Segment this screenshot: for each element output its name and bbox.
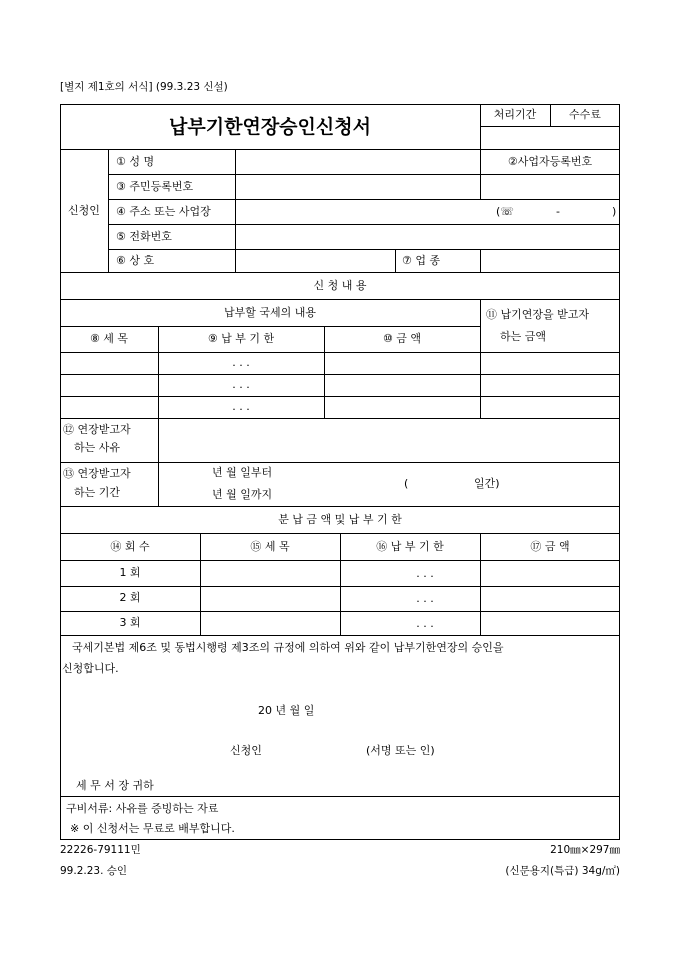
divider bbox=[108, 224, 620, 225]
divider bbox=[60, 299, 620, 300]
reason-label-line1: ⑫ 연장받고자 bbox=[63, 423, 131, 436]
form-code: 22226-79111민 bbox=[60, 844, 141, 856]
date-dots: . . . bbox=[232, 378, 250, 391]
ext-amount-line1: ⑪ 납기연장을 받고자 bbox=[486, 308, 590, 321]
round-label: 2 회 bbox=[119, 591, 141, 604]
form-reference: [별지 제1호의 서식] (99.3.23 신설) bbox=[60, 81, 228, 93]
name-label: ① 성 명 bbox=[116, 155, 155, 168]
col-item: ⑮ 세 목 bbox=[250, 540, 290, 553]
round-label: 3 회 bbox=[119, 616, 141, 629]
days-open: ( bbox=[404, 477, 409, 490]
col-due: ⑯ 납 부 기 한 bbox=[376, 540, 444, 553]
col-round: ⑭ 회 수 bbox=[110, 540, 150, 553]
address-label: ④ 주소 또는 사업장 bbox=[116, 205, 211, 218]
date-dots: . . . bbox=[416, 567, 434, 580]
attachments-docs: 구비서류: 사유를 증빙하는 자료 bbox=[66, 802, 219, 815]
divider bbox=[60, 352, 620, 353]
divider bbox=[235, 149, 236, 199]
tax-heading: 납부할 국세의 내용 bbox=[223, 306, 316, 319]
statement-line2: 신청합니다. bbox=[62, 662, 119, 675]
divider bbox=[60, 326, 480, 327]
divider bbox=[60, 396, 620, 397]
business-type-label: ⑦ 업 종 bbox=[402, 254, 441, 267]
days-close: 일간) bbox=[474, 477, 500, 490]
content-heading: 신 청 내 용 bbox=[313, 279, 367, 292]
date-dots: . . . bbox=[232, 400, 250, 413]
period-from: 년 월 일부터 bbox=[212, 466, 273, 479]
statement-line1: 국세기본법 제6조 및 동법시행령 제3조의 규정에 의하여 위와 같이 납부기한연장의 승인을 bbox=[72, 641, 504, 654]
form-title: 납부기한연장승인신청서 bbox=[169, 116, 371, 138]
paper-type: (신문용지(특급) 34g/㎡) bbox=[505, 865, 620, 877]
phone-close: ) bbox=[612, 205, 617, 218]
divider bbox=[480, 249, 481, 272]
trade-name-label: ⑥ 상 호 bbox=[116, 254, 155, 267]
period-label-line1: ⑬ 연장받고자 bbox=[63, 467, 131, 480]
sign-note: (서명 또는 인) bbox=[366, 744, 435, 757]
divider bbox=[108, 249, 620, 250]
phone-label: ⑤ 전화번호 bbox=[116, 230, 172, 243]
divider bbox=[480, 299, 481, 418]
paper-size: 210㎜×297㎜ bbox=[550, 844, 620, 856]
date-dots: . . . bbox=[416, 592, 434, 605]
divider bbox=[480, 126, 620, 127]
round-label: 1 회 bbox=[119, 566, 141, 579]
period-label-line2: 하는 기간 bbox=[74, 486, 121, 499]
divider bbox=[395, 249, 396, 272]
fee-label: 수수료 bbox=[569, 108, 601, 121]
divider bbox=[60, 374, 620, 375]
col-tax-item: ⑧ 세 목 bbox=[89, 332, 129, 345]
col-installment-amount: ⑰ 금 액 bbox=[530, 540, 570, 553]
business-reg-label: ②사업자등록번호 bbox=[507, 155, 593, 168]
divider bbox=[60, 418, 620, 419]
processing-period-label: 처리기간 bbox=[493, 108, 537, 121]
col-due-date: ⑨ 납 부 기 한 bbox=[207, 332, 275, 345]
divider bbox=[60, 149, 620, 150]
divider bbox=[108, 174, 620, 175]
recipient: 세 무 서 장 귀하 bbox=[76, 779, 154, 792]
divider bbox=[60, 506, 620, 507]
installments-heading: 분 납 금 액 및 납 부 기 한 bbox=[278, 513, 402, 526]
date-dots: . . . bbox=[232, 356, 250, 369]
phone-dash: - bbox=[556, 205, 560, 218]
approval-date: 99.2.23. 승인 bbox=[60, 865, 128, 877]
applicant-label: 신청인 bbox=[68, 204, 100, 217]
divider bbox=[60, 462, 620, 463]
divider bbox=[158, 326, 159, 506]
divider bbox=[108, 199, 620, 200]
divider bbox=[60, 272, 620, 273]
period-to: 년 월 일까지 bbox=[212, 488, 273, 501]
divider bbox=[235, 199, 236, 272]
statement-date: 20 년 월 일 bbox=[258, 704, 315, 717]
divider bbox=[60, 796, 620, 797]
resident-no-label: ③ 주민등록번호 bbox=[116, 180, 194, 193]
free-notice: ※ 이 신청서는 무료로 배부합니다. bbox=[70, 822, 235, 835]
divider bbox=[108, 149, 109, 272]
col-amount: ⑩ 금 액 bbox=[382, 332, 422, 345]
phone-open: (☏ bbox=[496, 205, 515, 218]
date-dots: . . . bbox=[416, 617, 434, 630]
divider bbox=[60, 635, 620, 636]
ext-amount-line2: 하는 금액 bbox=[500, 330, 547, 343]
signer-label: 신청인 bbox=[230, 744, 262, 757]
reason-label-line2: 하는 사유 bbox=[74, 441, 121, 454]
